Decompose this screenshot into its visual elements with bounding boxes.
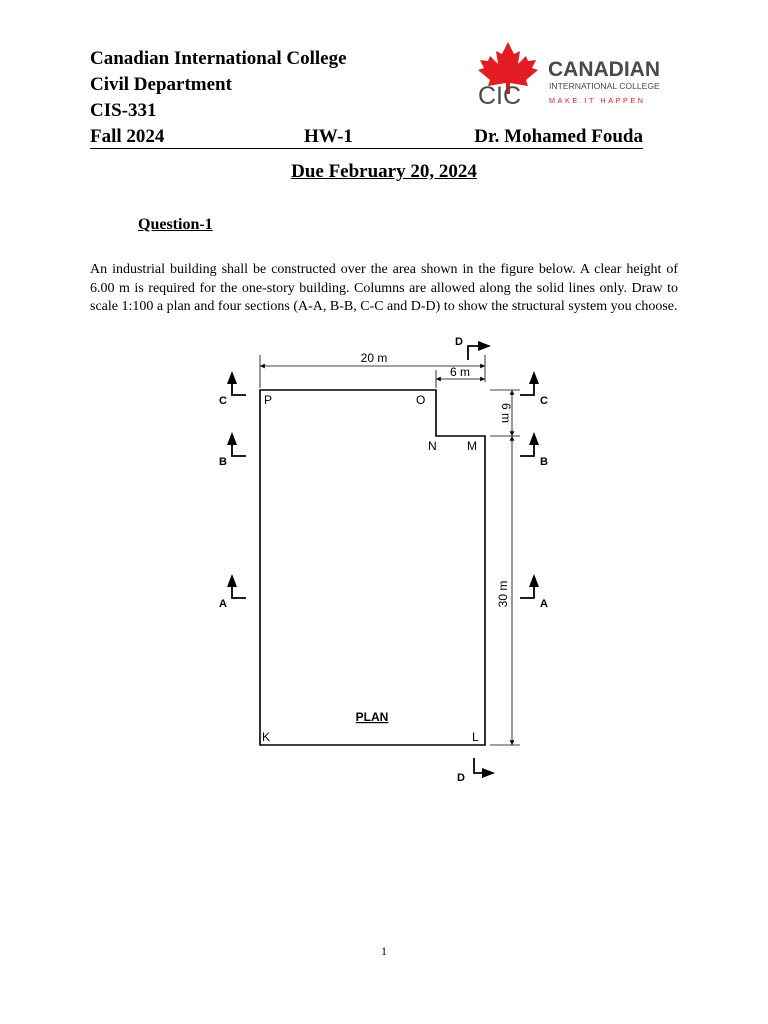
dim-notch-depth — [490, 390, 520, 436]
logo-tagline: MAKE IT HAPPEN — [549, 96, 646, 105]
section-label-a-left: A — [219, 598, 227, 610]
page-number: 1 — [381, 944, 387, 958]
section-label-d-bottom: D — [457, 772, 465, 784]
corner-label-p: P — [264, 393, 273, 407]
dim-label-6m-depth: 6 m — [499, 402, 513, 424]
logo-name: CANADIAN — [548, 58, 660, 81]
section-marker-b-right — [520, 432, 548, 468]
corner-label-m: M — [467, 439, 477, 453]
logo-subtitle: INTERNATIONAL COLLEGE — [549, 81, 660, 91]
instructor-name: Dr. Mohamed Fouda — [474, 126, 643, 147]
corner-label-o: O — [416, 393, 426, 407]
course-code: CIS-331 — [90, 100, 157, 121]
section-label-b-right: B — [540, 456, 548, 468]
dim-label-6m-width: 6 m — [449, 365, 471, 379]
college-name: Canadian International College — [90, 48, 347, 69]
corner-label-n: N — [428, 439, 437, 453]
section-label-c-right: C — [540, 395, 548, 407]
section-marker-a-left — [219, 574, 246, 610]
logo-acronym: CIC — [478, 82, 522, 108]
due-date: Due February 20, 2024 — [291, 161, 477, 182]
dim-label-30m: 30 m — [496, 580, 510, 608]
section-label-b-left: B — [219, 456, 227, 468]
assignment-label: HW-1 — [304, 126, 353, 147]
department-name: Civil Department — [90, 74, 232, 95]
building-outline — [260, 390, 485, 745]
section-marker-d-bottom — [457, 758, 495, 784]
section-label-d-top: D — [455, 336, 463, 348]
section-marker-d-top — [455, 336, 491, 360]
section-marker-a-right — [520, 574, 548, 610]
section-marker-c-right — [520, 371, 548, 407]
section-marker-c-left — [219, 371, 246, 407]
question-body: An industrial building shall be constructed over the area shown in the figure below. A clear height of 6.00 m is required for the one-story building. Columns are allowed along the solid lines only. Draw to scale 1:100 a plan and four sections (A-A, B-B, C-C and D-D) to show the structural system you choose. — [90, 262, 678, 315]
corner-label-l: L — [472, 730, 479, 744]
dim-notch-width — [436, 365, 485, 388]
dim-label-20m: 20 m — [360, 351, 388, 365]
section-label-c-left: C — [219, 395, 227, 407]
section-label-a-right: A — [540, 598, 548, 610]
dim-main-length — [490, 436, 520, 745]
term-label: Fall 2024 — [90, 126, 165, 147]
section-marker-b-left — [219, 432, 246, 468]
question-title: Question-1 — [138, 216, 213, 233]
plan-title: PLAN — [355, 710, 389, 724]
corner-label-k: K — [262, 730, 271, 744]
